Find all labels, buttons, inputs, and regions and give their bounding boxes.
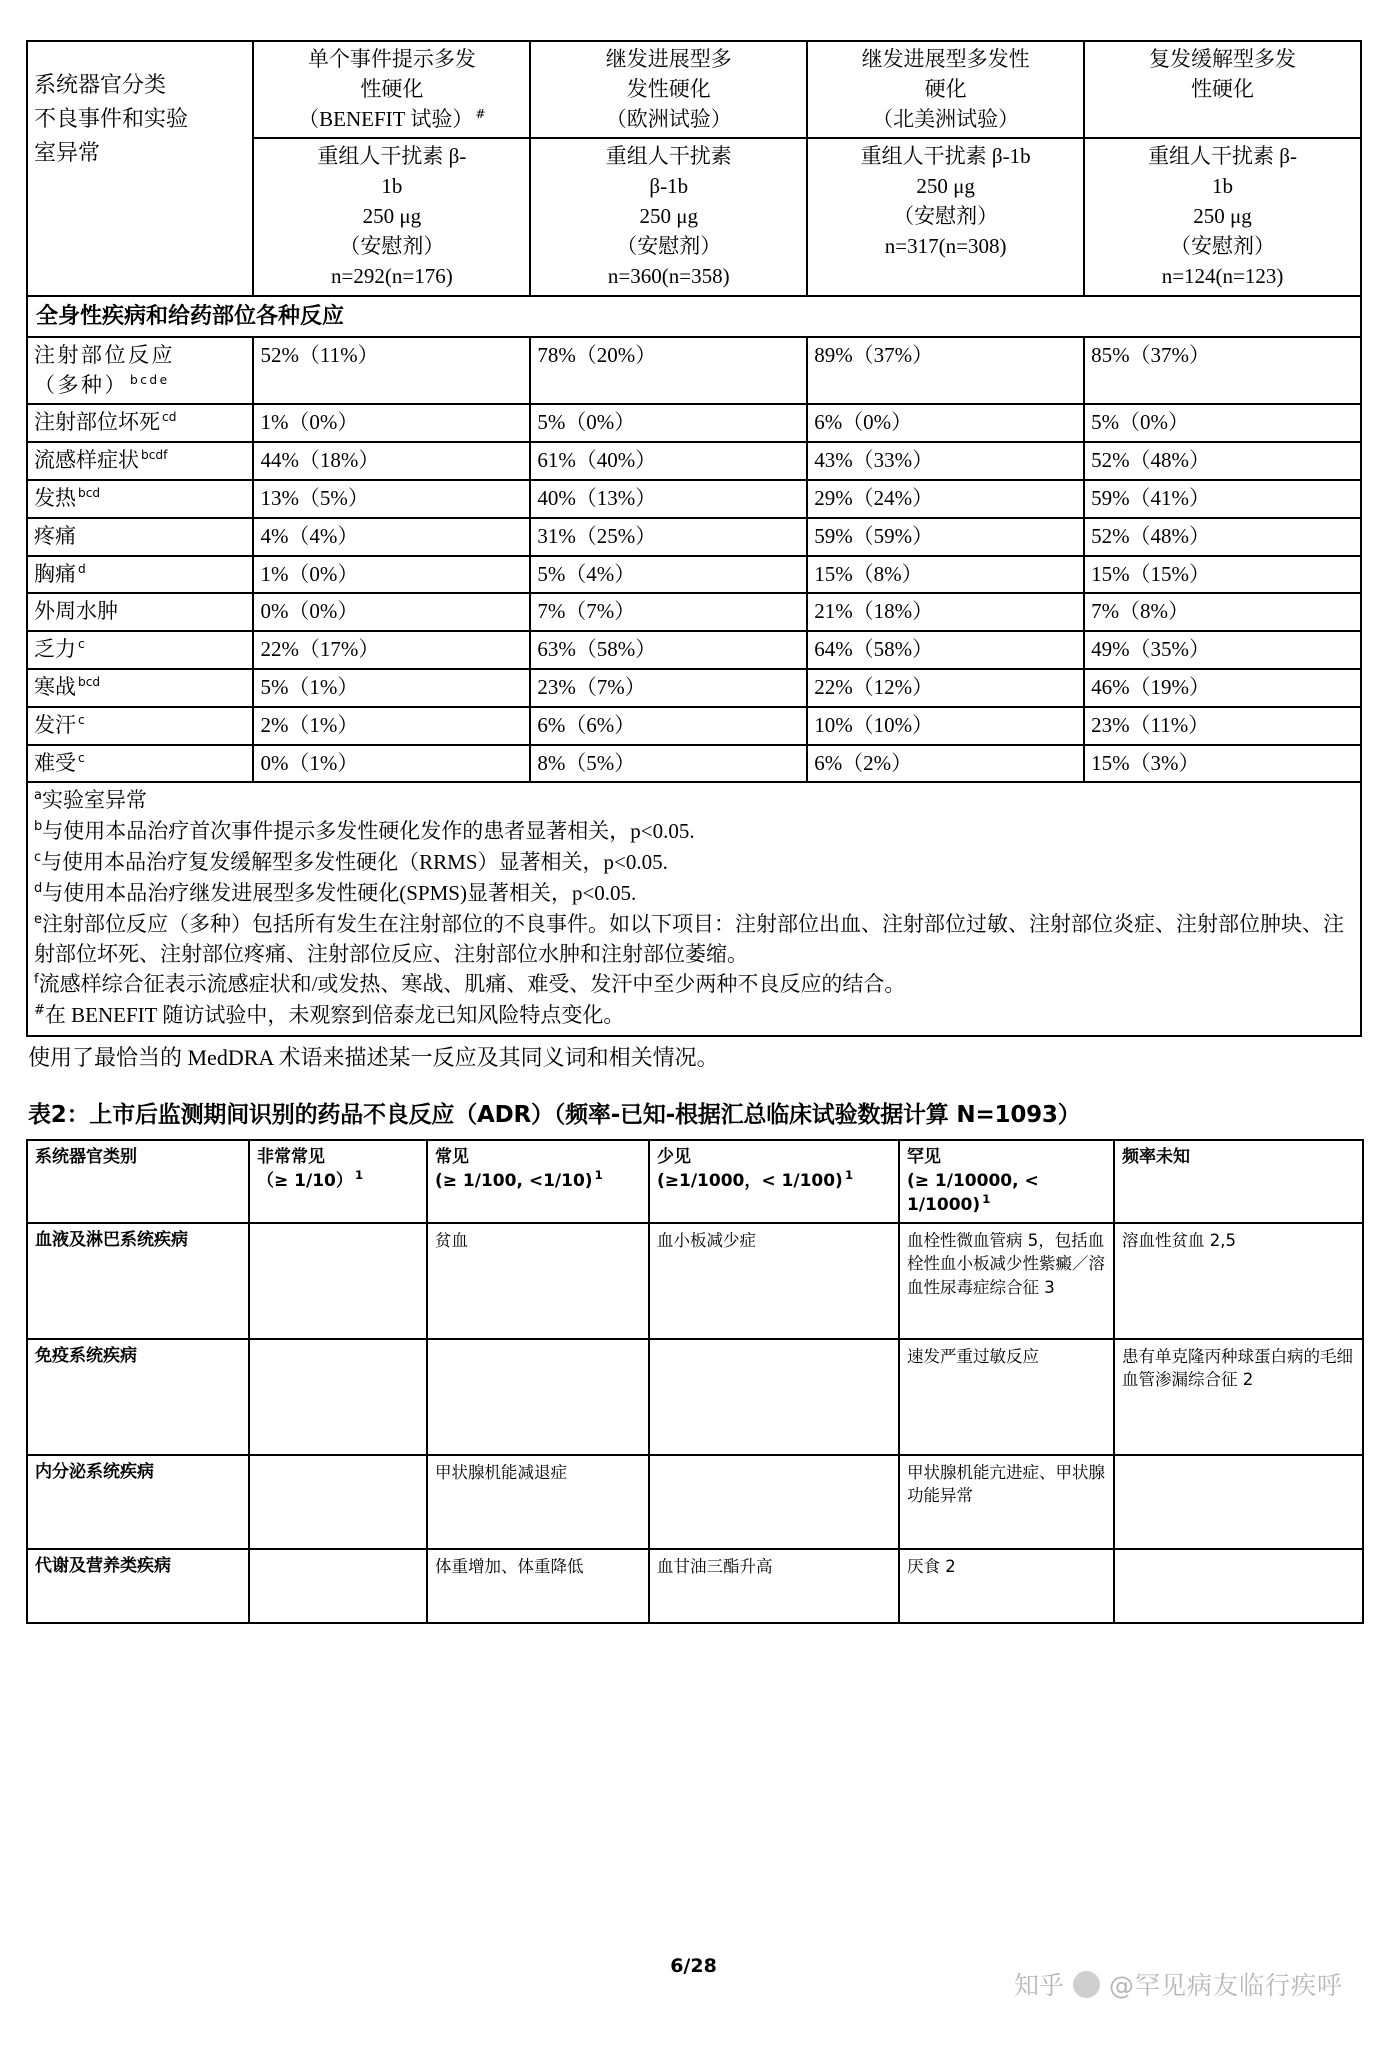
cell-common [427, 1339, 649, 1455]
footnote-marker: c [78, 712, 85, 727]
freq-sup: 1 [844, 1168, 854, 1183]
footnote-hash: #在 BENEFIT 随访试验中，未观察到倍泰龙已知风险特点变化。 [34, 1003, 625, 1028]
dose3-line2: 250 μg [916, 174, 975, 199]
dose2-line1: 重组人干扰素 [605, 144, 732, 169]
cell-value: 1%（0%） [253, 556, 530, 594]
row0-label-line1: 注射部位反应 [34, 342, 175, 367]
cell-value: 64%（58%） [807, 631, 1084, 669]
table1-footnotes-row [27, 782, 1361, 1036]
cell-value: 5%（4%） [530, 556, 807, 594]
table-row [27, 1549, 1363, 1623]
footnote-marker: bcd [78, 675, 101, 690]
table-row [27, 1455, 1363, 1549]
cell-value: 23%（7%） [530, 669, 807, 707]
row-label-chest-pain: 胸痛 $^d$ [27, 556, 253, 594]
cell-value: 49%（35%） [1084, 631, 1361, 669]
study4-line2: 性硬化 [1191, 76, 1255, 101]
footnote-marker: d [78, 561, 86, 576]
cell-soc: 代谢及营养类疾病 [27, 1549, 249, 1623]
cell-rare: 血栓性微血管病 5，包括血栓性血小板减少性紫癜／溶血性尿毒症综合征 3 [899, 1223, 1114, 1339]
cell-value: 52%（11%） [253, 337, 530, 405]
cell-value: 52%（48%） [1084, 442, 1361, 480]
cell-rare: 甲状腺机能亢进症、甲状腺功能异常 [899, 1455, 1114, 1549]
footnote-a: $^a$实验室异常 [34, 788, 147, 813]
header-cell-soc [27, 41, 253, 296]
dose2-line4: （安慰剂） [616, 233, 722, 258]
footnote-marker: c [78, 750, 85, 765]
th-very-common: 非常常见 （≥ 1/10） $^1$ [249, 1140, 427, 1223]
table-row [27, 745, 1361, 783]
row-label-pain: 疼痛 [27, 518, 253, 556]
study1-line1: 单个事件提示多发 [307, 47, 476, 71]
footnote-marker: bcd [78, 485, 101, 500]
study1-line3: （BENEFIT 试验） # [298, 106, 486, 131]
study3-line1: 继发进展型多发性 [861, 47, 1030, 71]
header-cell-dose-3 [807, 138, 1084, 295]
dose2-line2: β-1b [649, 174, 689, 199]
cell-value: 63%（58%） [530, 631, 807, 669]
dose3-line1: 重组人干扰素 β-1b [860, 144, 1031, 169]
table2-header-row [27, 1140, 1363, 1223]
cell-value: 22%（12%） [807, 669, 1084, 707]
study2-line2: 发性硬化 [626, 76, 711, 101]
cell-uncommon [649, 1455, 899, 1549]
table-row [27, 518, 1361, 556]
cell-value: 5%（0%） [1084, 404, 1361, 442]
row-label-peripheral-edema: 外周水肿 [27, 593, 253, 631]
footnote-f: $^f$流感样综合征表示流感症状和/或发热、寒战、肌痛、难受、发汗中至少两种不良反应的结合。 [34, 972, 906, 997]
cell-value: 6%（0%） [807, 404, 1084, 442]
cell-soc: 血液及淋巴系统疾病 [27, 1223, 249, 1339]
dose4-line1: 重组人干扰素 β- [1148, 144, 1297, 169]
adverse-events-table [26, 40, 1362, 1037]
table-row [27, 1339, 1363, 1455]
zhihu-logo: 知乎 [1013, 1971, 1064, 2000]
freq-sup: 1 [982, 1191, 991, 1206]
cell-value: 15%（3%） [1084, 745, 1361, 783]
footnote-d: $^d$与使用本品治疗继发进展型多发性硬化(SPMS)显著相关，p<0.05. [34, 880, 637, 905]
cell-common: 甲状腺机能减退症 [427, 1455, 649, 1549]
avatar [1073, 1971, 1100, 1998]
table2-title: 表2：上市后监测期间识别的药品不良反应（ADR）（频率-已知-根据汇总临床试验数据计算 N=1093） [28, 1101, 1081, 1128]
row-label-fever: 发热 $^{bcd}$ [27, 480, 253, 518]
cell-value: 46%（19%） [1084, 669, 1361, 707]
cell-value: 7%（7%） [530, 593, 807, 631]
row-label-malaise: 难受 $^c$ [27, 745, 253, 783]
table-row [27, 631, 1361, 669]
row-label-injection-site-reaction [27, 337, 253, 405]
freq-sup: 1 [594, 1168, 603, 1183]
table1-group-header-row [27, 296, 1361, 337]
footnotes-block [27, 782, 1361, 1036]
meddra-note: 使用了最恰当的 MedDRA 术语来描述某一反应及其同义词和相关情况。 [28, 1044, 719, 1070]
cell-rare: 速发严重过敏反应 [899, 1339, 1114, 1455]
footnote-marker: bcde [130, 372, 170, 387]
dose4-n: n=124(n=123) [1161, 263, 1284, 288]
footnote-e: $^e$注射部位反应（多种）包括所有发生在注射部位的不良事件。如以下项目：注射部位出血、注射部位过敏、注射部位炎症、注射部位肿块、注射部位坏死、注射部位疼痛、注射部位反应、注射部位水肿和注射部位萎缩。 [34, 911, 1345, 966]
group-header-systemic: 全身性疾病和给药部位各种反应 [27, 296, 1361, 337]
cell-value: 7%（8%） [1084, 593, 1361, 631]
page-number: 6/28 [670, 1955, 717, 1977]
cell-value: 89%（37%） [807, 337, 1084, 405]
row-label-injection-site-necrosis: 注射部位坏死 $^{cd}$ [27, 404, 253, 442]
table-row [27, 1223, 1363, 1339]
table-row [27, 593, 1361, 631]
cell-value: 10%（10%） [807, 707, 1084, 745]
postmarketing-adr-table [26, 1139, 1364, 1624]
dose4-line2: 1b [1212, 174, 1234, 199]
cell-very-common [249, 1455, 427, 1549]
cell-uncommon: 血小板减少症 [649, 1223, 899, 1339]
dose1-line3: 250 μg [362, 204, 422, 229]
header-cell-dose-4 [1084, 138, 1361, 295]
cell-unknown [1114, 1455, 1363, 1549]
header-soc-line3: 室异常 [34, 140, 101, 166]
freq-sup: 1 [354, 1168, 364, 1183]
cell-value: 21%（18%） [807, 593, 1084, 631]
header-cell-dose-2 [530, 138, 807, 295]
row-label-chills: 寒战 $^{bcd}$ [27, 669, 253, 707]
th-uncommon: 少见 (≥1/1000，< 1/100) $^1$ [649, 1140, 899, 1223]
study3-line3: （北美洲试验） [872, 106, 1020, 131]
dose4-line4: （安慰剂） [1170, 233, 1276, 258]
dose3-n: n=317(n=308) [884, 233, 1007, 258]
row-label-sweating: 发汗 $^c$ [27, 707, 253, 745]
footnote-b: $^b$与使用本品治疗首次事件提示多发性硬化发作的患者显著相关，p<0.05. [34, 819, 695, 844]
cell-value: 6%（2%） [807, 745, 1084, 783]
study1-line2: 性硬化 [360, 76, 424, 101]
th-soc: 系统器官类别 [27, 1140, 249, 1223]
cell-value: 1%（0%） [253, 404, 530, 442]
header-cell-study-4 [1084, 41, 1361, 138]
table-row [27, 404, 1361, 442]
table-row [27, 442, 1361, 480]
study2-line1: 继发进展型多 [605, 47, 732, 71]
cell-uncommon: 血甘油三酯升高 [649, 1549, 899, 1623]
th-common: 常见 (≥ 1/100, <1/10) $^1$ [427, 1140, 649, 1223]
dose1-n: n=292(n=176) [331, 263, 453, 288]
header-soc-line2: 不良事件和实验 [34, 106, 189, 132]
th-rare: 罕见 (≥ 1/10000, < 1/1000) $^1$ [899, 1140, 1114, 1223]
header-cell-study-1 [253, 41, 530, 138]
dose3-line3: （安慰剂） [893, 204, 999, 229]
study4-line1: 复发缓解型多发 [1149, 47, 1297, 71]
cell-value: 44%（18%） [253, 442, 530, 480]
header-cell-study-2 [530, 41, 807, 138]
cell-value: 4%（4%） [253, 518, 530, 556]
watermark [1014, 1966, 1343, 2002]
cell-soc: 免疫系统疾病 [27, 1339, 249, 1455]
cell-value: 5%（1%） [253, 669, 530, 707]
cell-common: 贫血 [427, 1223, 649, 1339]
row-label-flu-like-symptoms: 流感样症状 $^{bcdf}$ [27, 442, 253, 480]
row0-label-line2: （多种） $^{bcde}$ [34, 372, 170, 397]
dose2-line3: 250 μg [639, 204, 698, 229]
cell-common: 体重增加、体重降低 [427, 1549, 649, 1623]
cell-value: 0%（1%） [253, 745, 530, 783]
cell-soc: 内分泌系统疾病 [27, 1455, 249, 1549]
footnote-marker: c [78, 637, 85, 652]
cell-unknown: 溶血性贫血 2,5 [1114, 1223, 1363, 1339]
cell-value: 13%（5%） [253, 480, 530, 518]
dose1-line1: 重组人干扰素 β- [317, 144, 467, 169]
row-label-asthenia: 乏力 $^c$ [27, 631, 253, 669]
dose2-n: n=360(n=358) [607, 263, 730, 288]
cell-value: 31%（25%） [530, 518, 807, 556]
table-row [27, 480, 1361, 518]
cell-value: 15%（8%） [807, 556, 1084, 594]
cell-value: 23%（11%） [1084, 707, 1361, 745]
dose4-line3: 250 μg [1193, 204, 1252, 229]
watermark-username: @罕见病友临行疾呼 [1108, 1971, 1343, 2000]
cell-value: 52%（48%） [1084, 518, 1361, 556]
cell-value: 43%（33%） [807, 442, 1084, 480]
cell-value: 59%（41%） [1084, 480, 1361, 518]
th-unknown: 频率未知 [1114, 1140, 1363, 1223]
footnote-marker: bcdf [141, 448, 168, 463]
footnote-marker: cd [162, 410, 177, 425]
header-soc-line1: 系统器官分类 [34, 72, 167, 97]
cell-unknown: 患有单克隆丙种球蛋白病的毛细血管渗漏综合征 2 [1114, 1339, 1363, 1455]
cell-value: 2%（1%） [253, 707, 530, 745]
study2-line3: （欧洲试验） [605, 106, 732, 131]
cell-very-common [249, 1223, 427, 1339]
table-row [27, 337, 1361, 405]
table1-header-row-studies [27, 41, 1361, 138]
table-row [27, 707, 1361, 745]
dose1-line4: （安慰剂） [339, 233, 445, 258]
footnote-marker-hash: # [475, 106, 486, 121]
cell-unknown [1114, 1549, 1363, 1623]
cell-uncommon [649, 1339, 899, 1455]
footnote-marker [118, 599, 120, 613]
cell-value: 59%（59%） [807, 518, 1084, 556]
cell-value: 15%（15%） [1084, 556, 1361, 594]
table-row [27, 556, 1361, 594]
cell-value: 6%（6%） [530, 707, 807, 745]
cell-value: 5%（0%） [530, 404, 807, 442]
study3-line2: 硬化 [924, 76, 967, 101]
header-cell-dose-1 [253, 138, 530, 295]
cell-value: 78%（20%） [530, 337, 807, 405]
cell-very-common [249, 1549, 427, 1623]
cell-value: 85%（37%） [1084, 337, 1361, 405]
cell-value: 61%（40%） [530, 442, 807, 480]
footnote-marker [76, 524, 78, 538]
cell-value: 29%（24%） [807, 480, 1084, 518]
cell-rare: 厌食 2 [899, 1549, 1114, 1623]
dose1-line2: 1b [381, 174, 403, 199]
cell-value: 8%（5%） [530, 745, 807, 783]
cell-very-common [249, 1339, 427, 1455]
footnote-c: $^c$与使用本品治疗复发缓解型多发性硬化（RRMS）显著相关，p<0.05. [34, 850, 668, 875]
cell-value: 0%（0%） [253, 593, 530, 631]
header-cell-study-3 [807, 41, 1084, 138]
table-row [27, 669, 1361, 707]
cell-value: 40%（13%） [530, 480, 807, 518]
cell-value: 22%（17%） [253, 631, 530, 669]
